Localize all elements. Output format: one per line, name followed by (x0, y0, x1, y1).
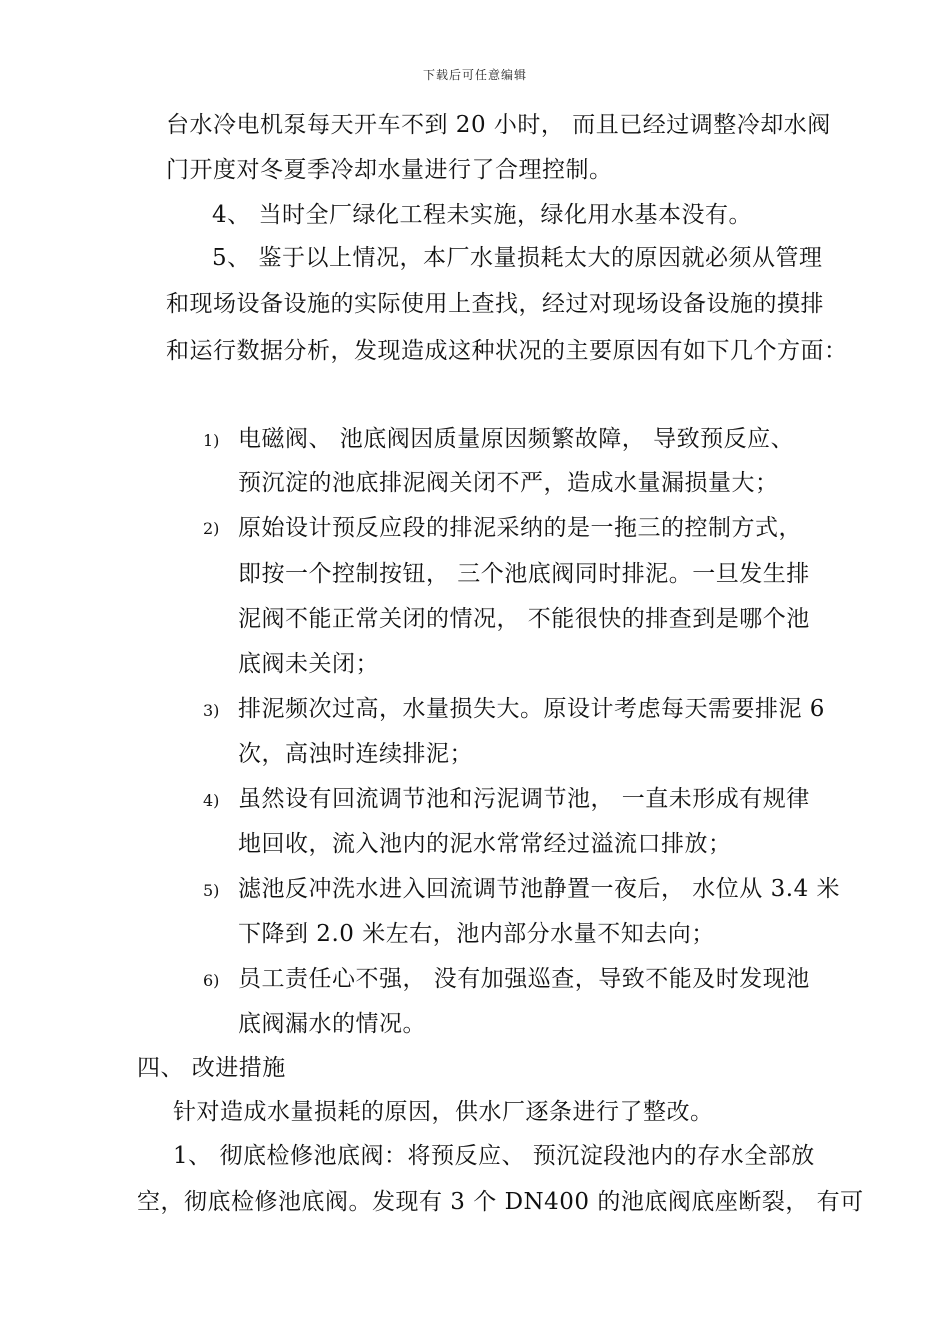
list-item-line: 次，高浊时连续排泥； (238, 741, 473, 767)
paragraph-line: 4、 当时全厂绿化工程未实施，绿化用水基本没有。 (212, 202, 752, 228)
list-item-line: 地回收，流入池内的泥水常常经过溢流口排放； (238, 831, 732, 857)
list-number: 1) (203, 431, 220, 450)
list-item-line: 员工责任心不强， 没有加强巡查，导致不能及时发现池 (238, 966, 810, 992)
list-item-line: 下降到 2.0 米左右，池内部分水量不知去向； (238, 921, 715, 947)
list-item-line: 虽然设有回流调节池和污泥调节池， 一直未形成有规律 (238, 786, 810, 812)
list-item-line: 预沉淀的池底排泥阀关闭不严，造成水量漏损量大； (238, 470, 779, 496)
list-item-line: 泥阀不能正常关闭的情况， 不能很快的排查到是哪个池 (238, 606, 810, 632)
paragraph-line: 1、 彻底检修池底阀：将预反应、 预沉淀段池内的存水全部放 (173, 1143, 815, 1169)
list-item-line: 电磁阀、 池底阀因质量原因频繁故障， 导致预反应、 (238, 426, 795, 452)
paragraph-line: 5、 鉴于以上情况，本厂水量损耗太大的原因就必须从管理 (212, 245, 823, 271)
paragraph-line: 空，彻底检修池底阀。发现有 3 个 DN400 的池底阀底座断裂， 有可 (137, 1189, 864, 1215)
list-item-line: 排泥频次过高，水量损失大。原设计考虑每天需要排泥 6 (238, 696, 825, 722)
list-item-line: 滤池反冲洗水进入回流调节池静置一夜后， 水位从 3.4 米 (238, 876, 841, 902)
list-item-line: 原始设计预反应段的排泥采纳的是一拖三的控制方式， (238, 515, 802, 541)
paragraph-line: 台水冷电机泵每天开车不到 20 小时， 而且已经过调整冷却水阀 (166, 112, 831, 138)
list-number: 2) (203, 519, 220, 538)
list-number: 3) (203, 701, 220, 720)
list-item-line: 即按一个控制按钮， 三个池底阀同时排泥。一旦发生排 (238, 561, 810, 587)
list-number: 6) (203, 971, 220, 990)
page-header: 下载后可任意编辑 (422, 68, 527, 82)
list-item-line: 底阀未关闭； (238, 651, 379, 677)
list-item-line: 底阀漏水的情况。 (238, 1011, 426, 1037)
list-number: 4) (203, 791, 220, 810)
paragraph-line: 门开度对冬夏季冷却水量进行了合理控制。 (166, 157, 613, 183)
list-number: 5) (203, 881, 220, 900)
section-heading: 四、 改进措施 (137, 1055, 286, 1081)
paragraph-line: 和运行数据分析，发现造成这种状况的主要原因有如下几个方面： (166, 338, 848, 364)
paragraph-line: 针对造成水量损耗的原因，供水厂逐条进行了整改。 (173, 1099, 714, 1125)
paragraph-line: 和现场设备设施的实际使用上查找，经过对现场设备设施的摸排 (166, 291, 824, 317)
